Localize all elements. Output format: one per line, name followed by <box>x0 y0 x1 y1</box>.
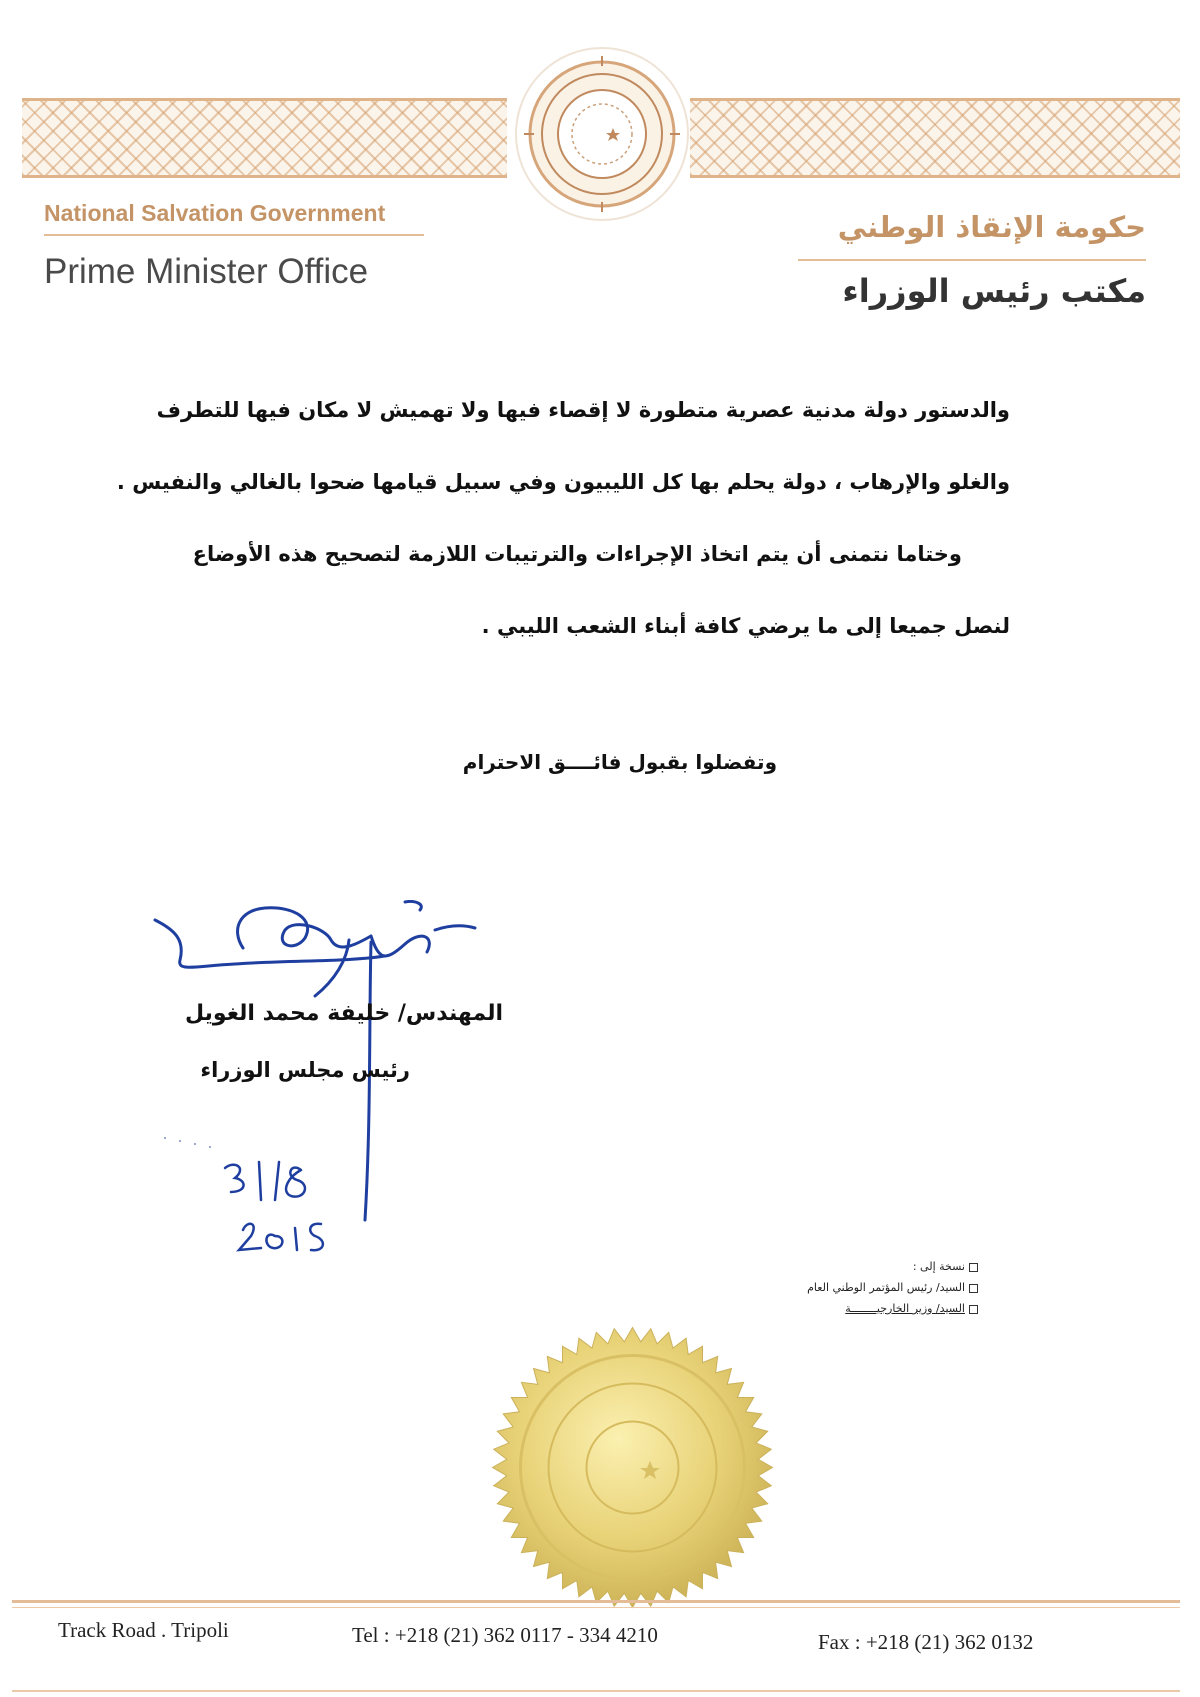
footer-rule-bottom <box>12 1690 1180 1692</box>
signatory-name: المهندس/ خليفة محمد الغويل <box>185 1001 503 1026</box>
footer-telephone: Tel : +218 (21) 362 0117 - 334 4210 <box>352 1623 658 1647</box>
footer-address: Track Road . Tripoli <box>58 1618 229 1642</box>
header-pattern-right <box>690 98 1180 178</box>
header-rule-left <box>44 234 424 236</box>
arabic-government-name: حكومة الإنقاذ الوطني <box>837 210 1146 244</box>
body-line-2: والغلو والإرهاب ، دولة يحلم بها كل الليبيون وفي سبيل قيامها ضحوا بالغالي والنفيس . <box>116 470 1010 494</box>
copies-heading-row <box>807 1256 978 1277</box>
english-office-name: Prime Minister Office <box>44 252 369 291</box>
copies-block <box>807 1256 978 1319</box>
english-government-name: National Salvation Government <box>44 200 386 226</box>
copies-item-2: السيد/ وزير الخارجيــــــــة <box>845 1302 965 1315</box>
header-pattern-left <box>22 98 507 178</box>
checkbox-square-icon <box>969 1305 978 1314</box>
checkbox-square-icon <box>969 1284 978 1293</box>
copies-item-row <box>807 1277 978 1298</box>
header-rule-right <box>798 259 1146 261</box>
closing-salutation: وتفضلوا بقبول فائــــق الاحترام <box>462 750 777 774</box>
body-line-4: لنصل جميعا إلى ما يرضي كافة أبناء الشعب الليبي . <box>481 614 1010 638</box>
government-emblem-icon <box>512 44 692 224</box>
copies-item-1: السيد/ رئيس المؤتمر الوطني العام <box>807 1281 965 1294</box>
body-line-1: والدستور دولة مدنية عصرية متطورة لا إقصاء فيها ولا تهميش لا مكان فيها للتطرف <box>156 398 1010 422</box>
footer-rule <box>12 1600 1180 1603</box>
footer-fax: Fax : +218 (21) 362 0132 <box>818 1630 1034 1654</box>
copies-item-row <box>807 1298 978 1319</box>
footer-rule-thin <box>12 1607 1180 1608</box>
signatory-title: رئيس مجلس الوزراء <box>200 1058 410 1082</box>
gold-seal-icon <box>490 1325 775 1610</box>
arabic-office-name: مكتب رئيس الوزراء <box>842 272 1146 310</box>
checkbox-square-icon <box>969 1263 978 1272</box>
copies-heading: نسخة إلى : <box>912 1260 965 1273</box>
body-line-3: وختاما نتمنى أن يتم اتخاذ الإجراءات والترتيبات اللازمة لتصحيح هذه الأوضاع <box>192 542 962 566</box>
